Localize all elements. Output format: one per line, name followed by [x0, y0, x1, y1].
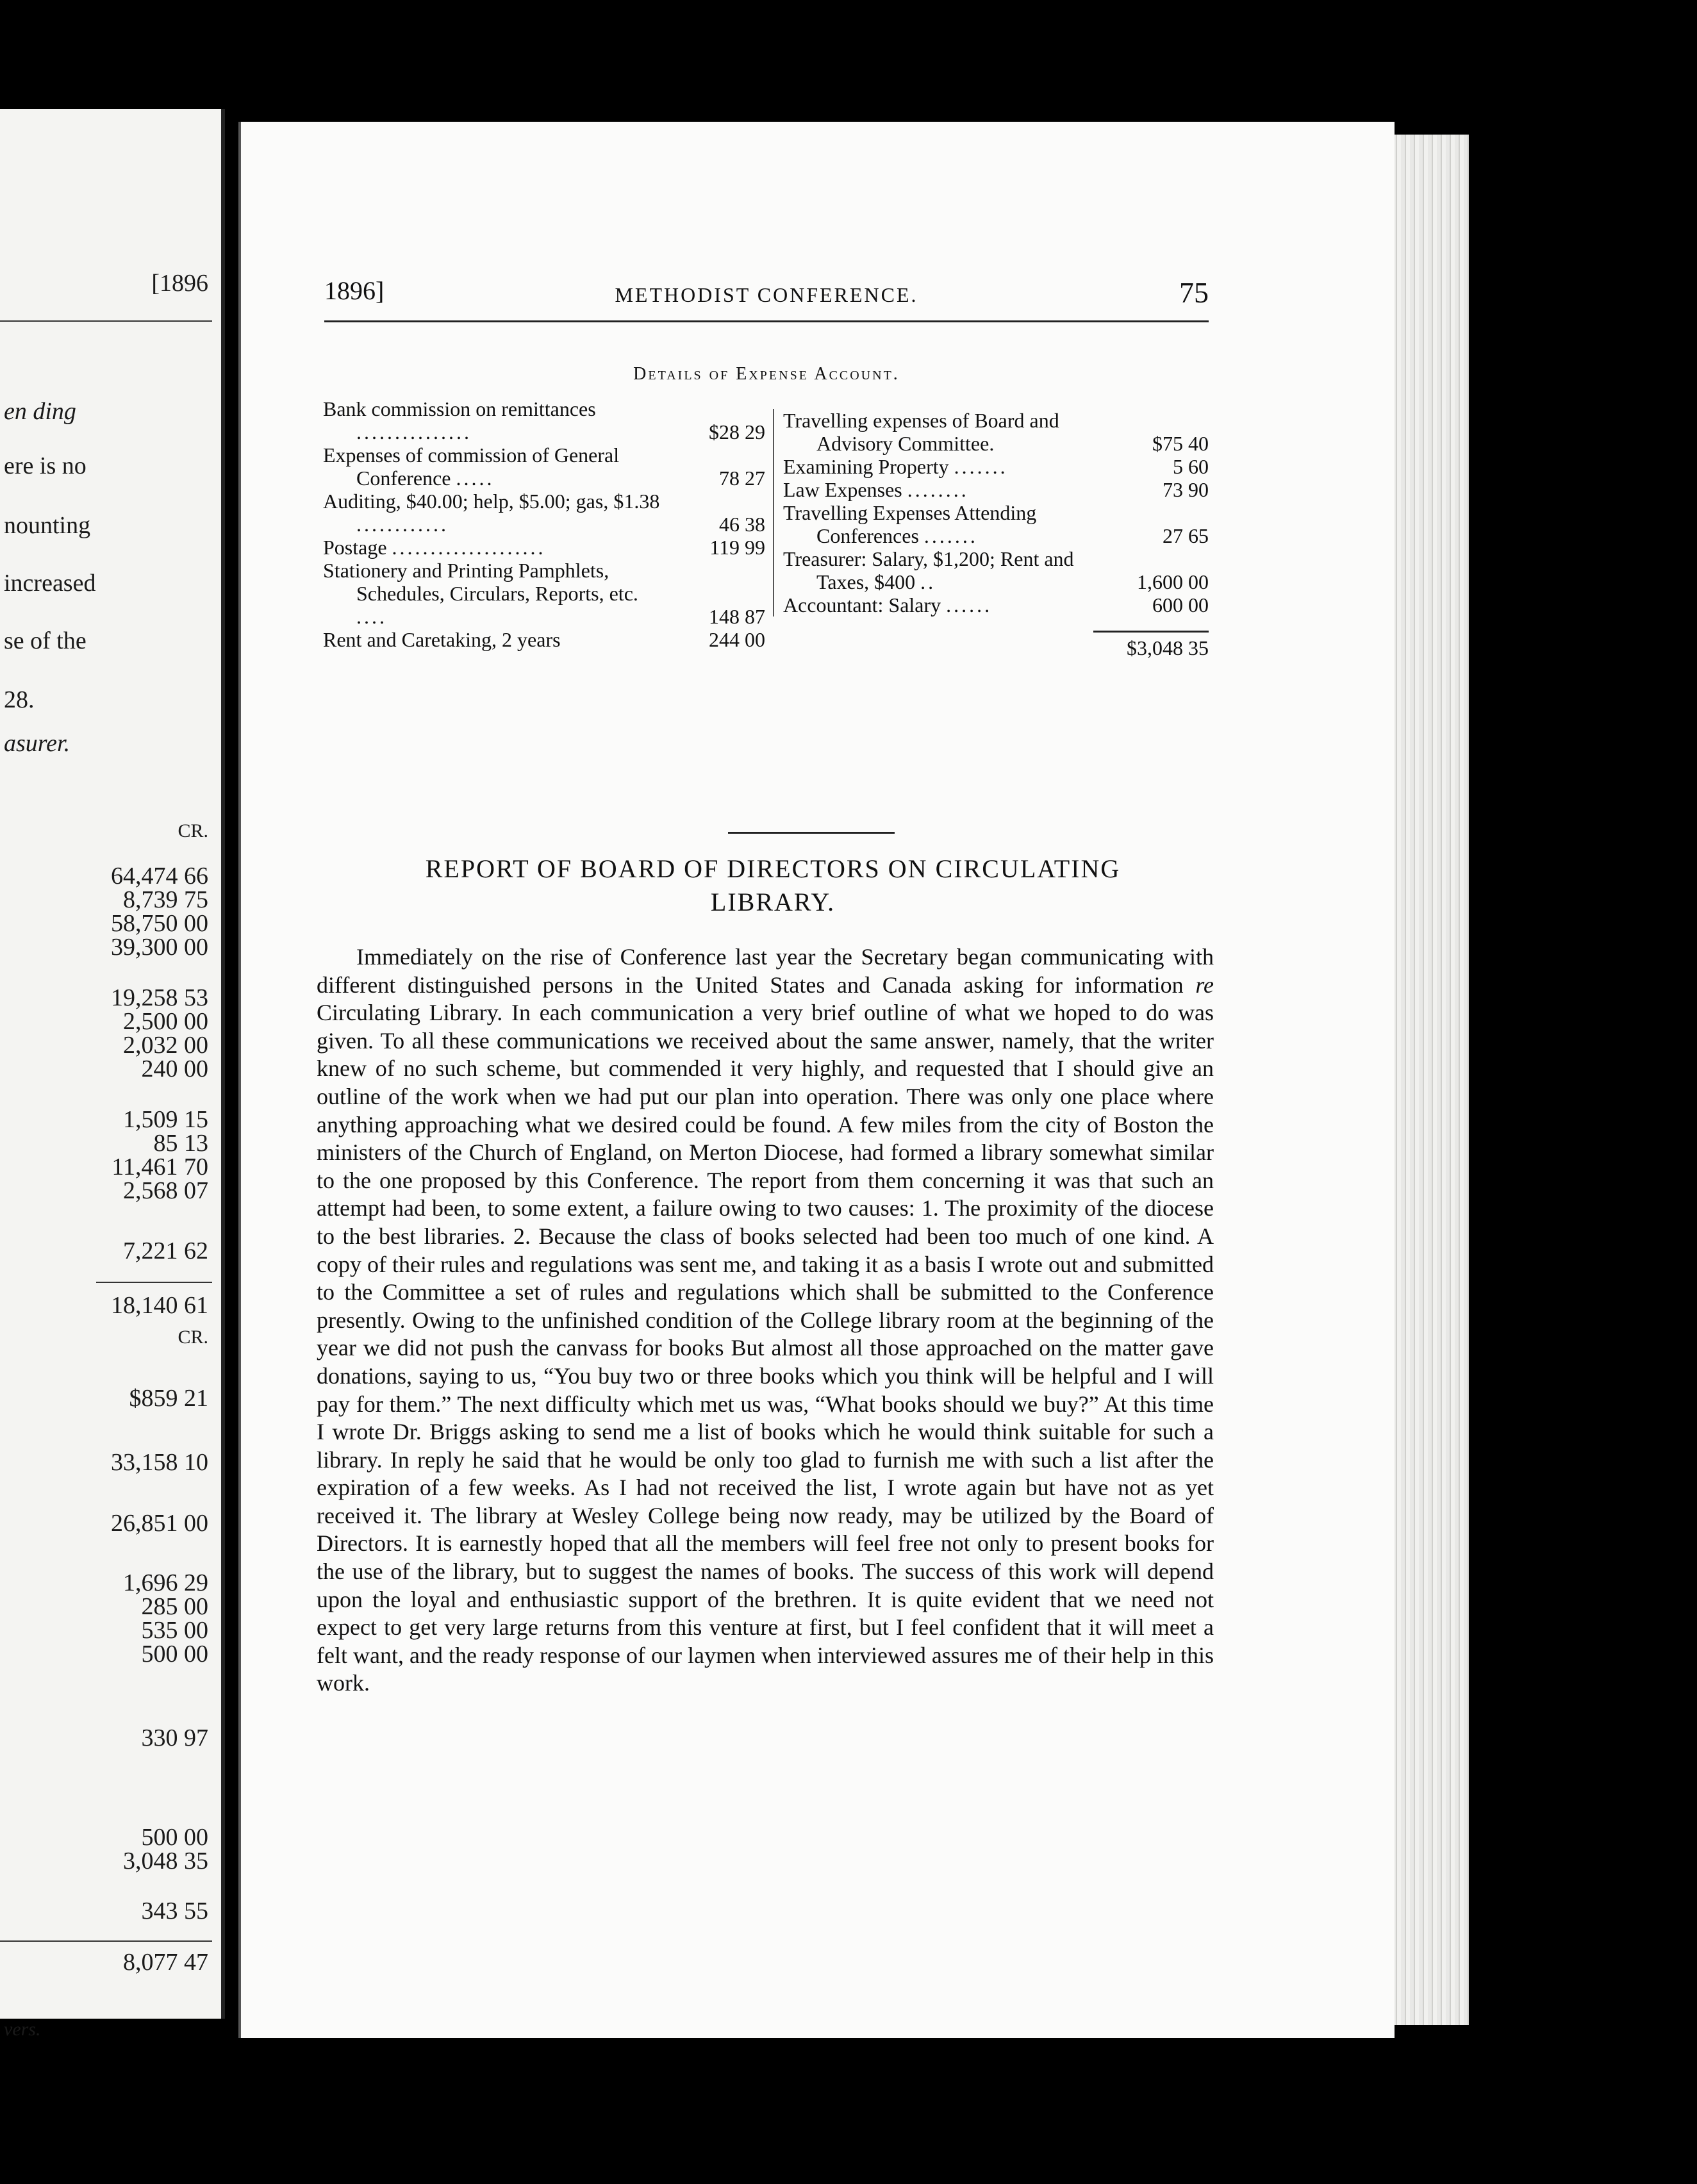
expense-amount: 46 38 — [719, 513, 765, 536]
expense-right-column — [773, 409, 1209, 659]
report-text: Immediately on the rise of Conference last year the Secretary began communicating with different distinguished persons in the United States and Canada asking for information — [317, 944, 1214, 998]
left-amount: 58,750 00 — [111, 910, 208, 937]
leader-dots: ............ — [356, 513, 449, 536]
expense-amount: 1,600 00 — [1137, 570, 1209, 593]
book-page — [238, 122, 1395, 2038]
expense-total: $3,048 35 — [1093, 631, 1209, 659]
left-amount: 343 55 — [141, 1898, 208, 1924]
left-amount: 535 00 — [141, 1617, 208, 1644]
expense-item — [323, 628, 765, 651]
expense-amount: 78 27 — [719, 467, 765, 490]
left-amount: 85 13 — [153, 1130, 208, 1157]
expense-item — [323, 490, 765, 536]
left-fragment: en ding — [4, 398, 76, 425]
expense-label: Stationery and Printing Pamphlets, Schedules, Circulars, Reports, etc. — [323, 559, 638, 605]
expense-label: Travelling Expenses Attending Conferences — [783, 501, 1037, 547]
left-sum-rule — [0, 1940, 212, 1942]
leader-dots: ....... — [923, 524, 978, 547]
expense-item — [783, 478, 1209, 501]
expense-label: Examining Property — [783, 455, 949, 478]
left-page-header-rule — [0, 320, 212, 322]
left-fragment: asurer. — [4, 730, 70, 757]
page-number: 75 — [1179, 276, 1209, 309]
left-fragment: se of the — [4, 627, 87, 654]
expense-item — [783, 409, 1209, 455]
running-header — [324, 276, 1209, 322]
expense-item — [323, 559, 765, 628]
left-amount: 1,509 15 — [123, 1106, 208, 1133]
left-amount: $859 21 — [129, 1385, 208, 1412]
leader-dots: .... — [356, 605, 387, 628]
left-amount: 18,140 61 — [111, 1292, 208, 1319]
expense-item — [783, 547, 1209, 593]
expense-amount: 244 00 — [709, 628, 765, 651]
expense-amount: 5 60 — [1173, 455, 1209, 478]
left-amount: 11,461 70 — [112, 1154, 208, 1180]
left-amount: 33,158 10 — [111, 1449, 208, 1476]
report-title — [344, 852, 1202, 919]
report-title-line: LIBRARY. — [710, 888, 836, 916]
left-amount: 64,474 66 — [111, 863, 208, 889]
left-sum-rule — [96, 1282, 212, 1283]
leader-dots: .................... — [392, 536, 546, 559]
left-amount: 285 00 — [141, 1593, 208, 1620]
left-fragment: 28. — [4, 686, 35, 713]
left-fragment: vers. — [4, 2019, 41, 2040]
header-year: 1896] — [324, 276, 385, 305]
left-amount: 39,300 00 — [111, 934, 208, 961]
left-amount: 240 00 — [141, 1055, 208, 1082]
left-fragment: increased — [4, 570, 96, 597]
report-title-line: REPORT OF BOARD OF DIRECTORS ON CIRCULATING — [425, 854, 1121, 883]
left-amount: 8,739 75 — [123, 886, 208, 913]
leader-dots: ..... — [456, 467, 495, 490]
expense-label: Treasurer: Salary, $1,200; Rent and Taxes, $400 — [783, 547, 1074, 593]
expense-label: Bank commission on remittances — [323, 397, 596, 420]
expense-item — [783, 501, 1209, 547]
expense-label: Postage — [323, 536, 387, 559]
expense-label: Accountant: Salary — [783, 593, 941, 616]
left-amount: 7,221 62 — [123, 1237, 208, 1264]
left-page-fragment — [0, 109, 225, 2040]
left-amount: 500 00 — [141, 1824, 208, 1851]
leader-dots: .. — [920, 570, 936, 593]
left-amount: 19,258 53 — [111, 984, 208, 1011]
left-fragment: ere is no — [4, 452, 87, 479]
expense-label: Expenses of commission of General Conference — [323, 443, 620, 490]
leader-dots: ........ — [907, 478, 969, 501]
expense-amount: 600 00 — [1152, 593, 1209, 616]
leader-dots: ....... — [954, 455, 1008, 478]
expense-item — [323, 397, 765, 443]
left-amount: 2,500 00 — [123, 1008, 208, 1035]
expense-amount: 27 65 — [1163, 524, 1209, 547]
expense-label: Travelling expenses of Board and Advisory Committee. — [783, 409, 1059, 455]
expense-label: Auditing, $40.00; help, $5.00; gas, $1.38 — [323, 490, 660, 513]
left-amount: 2,032 00 — [123, 1032, 208, 1059]
expense-left-column — [323, 397, 765, 651]
report-text-italic: re — [1195, 972, 1214, 998]
report-body — [317, 943, 1214, 1698]
left-fragment: CR. — [178, 1327, 208, 1348]
expense-item — [783, 593, 1209, 616]
expense-item — [783, 455, 1209, 478]
leader-dots: ...... — [946, 593, 993, 616]
left-amount: 26,851 00 — [111, 1510, 208, 1537]
expense-item — [323, 536, 765, 559]
expense-amount: $28 29 — [709, 420, 765, 443]
section-divider — [728, 832, 895, 834]
report-paragraph — [317, 943, 1214, 1698]
left-amount: 1,696 29 — [123, 1569, 208, 1596]
left-amount: 500 00 — [141, 1641, 208, 1667]
header-title: METHODIST CONFERENCE. — [615, 283, 918, 306]
expense-caption: Details of Expense Account. — [633, 364, 900, 384]
expense-amount: 73 90 — [1163, 478, 1209, 501]
leader-dots: ............... — [356, 420, 472, 443]
left-amount: 8,077 47 — [123, 1949, 208, 1976]
expense-amount: $75 40 — [1152, 432, 1209, 455]
report-text: Circulating Library. In each communication a very brief outline of what we hoped to do was given. To all these communications we received about the same answer, namely, that the writer knew of no such scheme, but commended it very highly, and requested that I should give an outline of the work when we had put our plan into operation. There was only one place where anything approaching what we desired could be found. A few miles from the city of Boston the ministers of the Church of England, on Merton Diocese, had formed a library somewhat similar to the one proposed by this Conference. The report from them concerning it was that such an attempt had been, to some extent, a failure owing to two causes: 1. The proximity of the diocese to the best libraries. 2. Because the class of books selected had been too much of one kind. A copy of their rules and regulations was sent me, and taking it as a basis I wrote out and submitted to the Committee a set of rules and regulations which shall be submitted to the Conference presently. Owing to the unfinished condition of the College library room at the beginning of the year we did not push the canvass for books But almost all those approached on the matter gave donations, saying to us, “You buy two or three books which you think will be helpful and I will pay for them.” The next difficulty which met us was, “What books should we buy?” At this time I wrote Dr. Briggs asking to send me a list of books which he would think suitable for such a library. In reply he said that he would be only too glad to furnish me with such a list after the expiration of a few weeks. As I had not received the list, I wrote again but have not as yet received it. The library at Wesley College being now ready, may be utilized by the Board of Directors. It is earnestly hoped that all the members will feel free not only to present books for the use of the library, but to suggest the names of books. The success of this work will depend upon the loyal and enthusiastic support of the brethren. It is quite evident that we need not expect to get very large returns from this venture at first, but I feel confident that it will meet a felt want, and the ready response of our laymen when interviewed assures me of their help in this work. — [317, 1000, 1214, 1696]
expense-item — [323, 443, 765, 490]
left-fragment: CR. — [178, 820, 208, 841]
left-fragment: nounting — [4, 512, 91, 539]
expense-amount: 119 99 — [709, 536, 765, 559]
page-edges — [1392, 135, 1469, 2025]
left-amount: 330 97 — [141, 1725, 208, 1751]
expense-amount: 148 87 — [709, 605, 765, 628]
left-page-header: [1896 — [151, 270, 208, 297]
left-amount: 3,048 35 — [123, 1848, 208, 1874]
left-amount: 2,568 07 — [123, 1177, 208, 1204]
expense-label: Law Expenses — [783, 478, 902, 501]
expense-label: Rent and Caretaking, 2 years — [323, 628, 561, 651]
